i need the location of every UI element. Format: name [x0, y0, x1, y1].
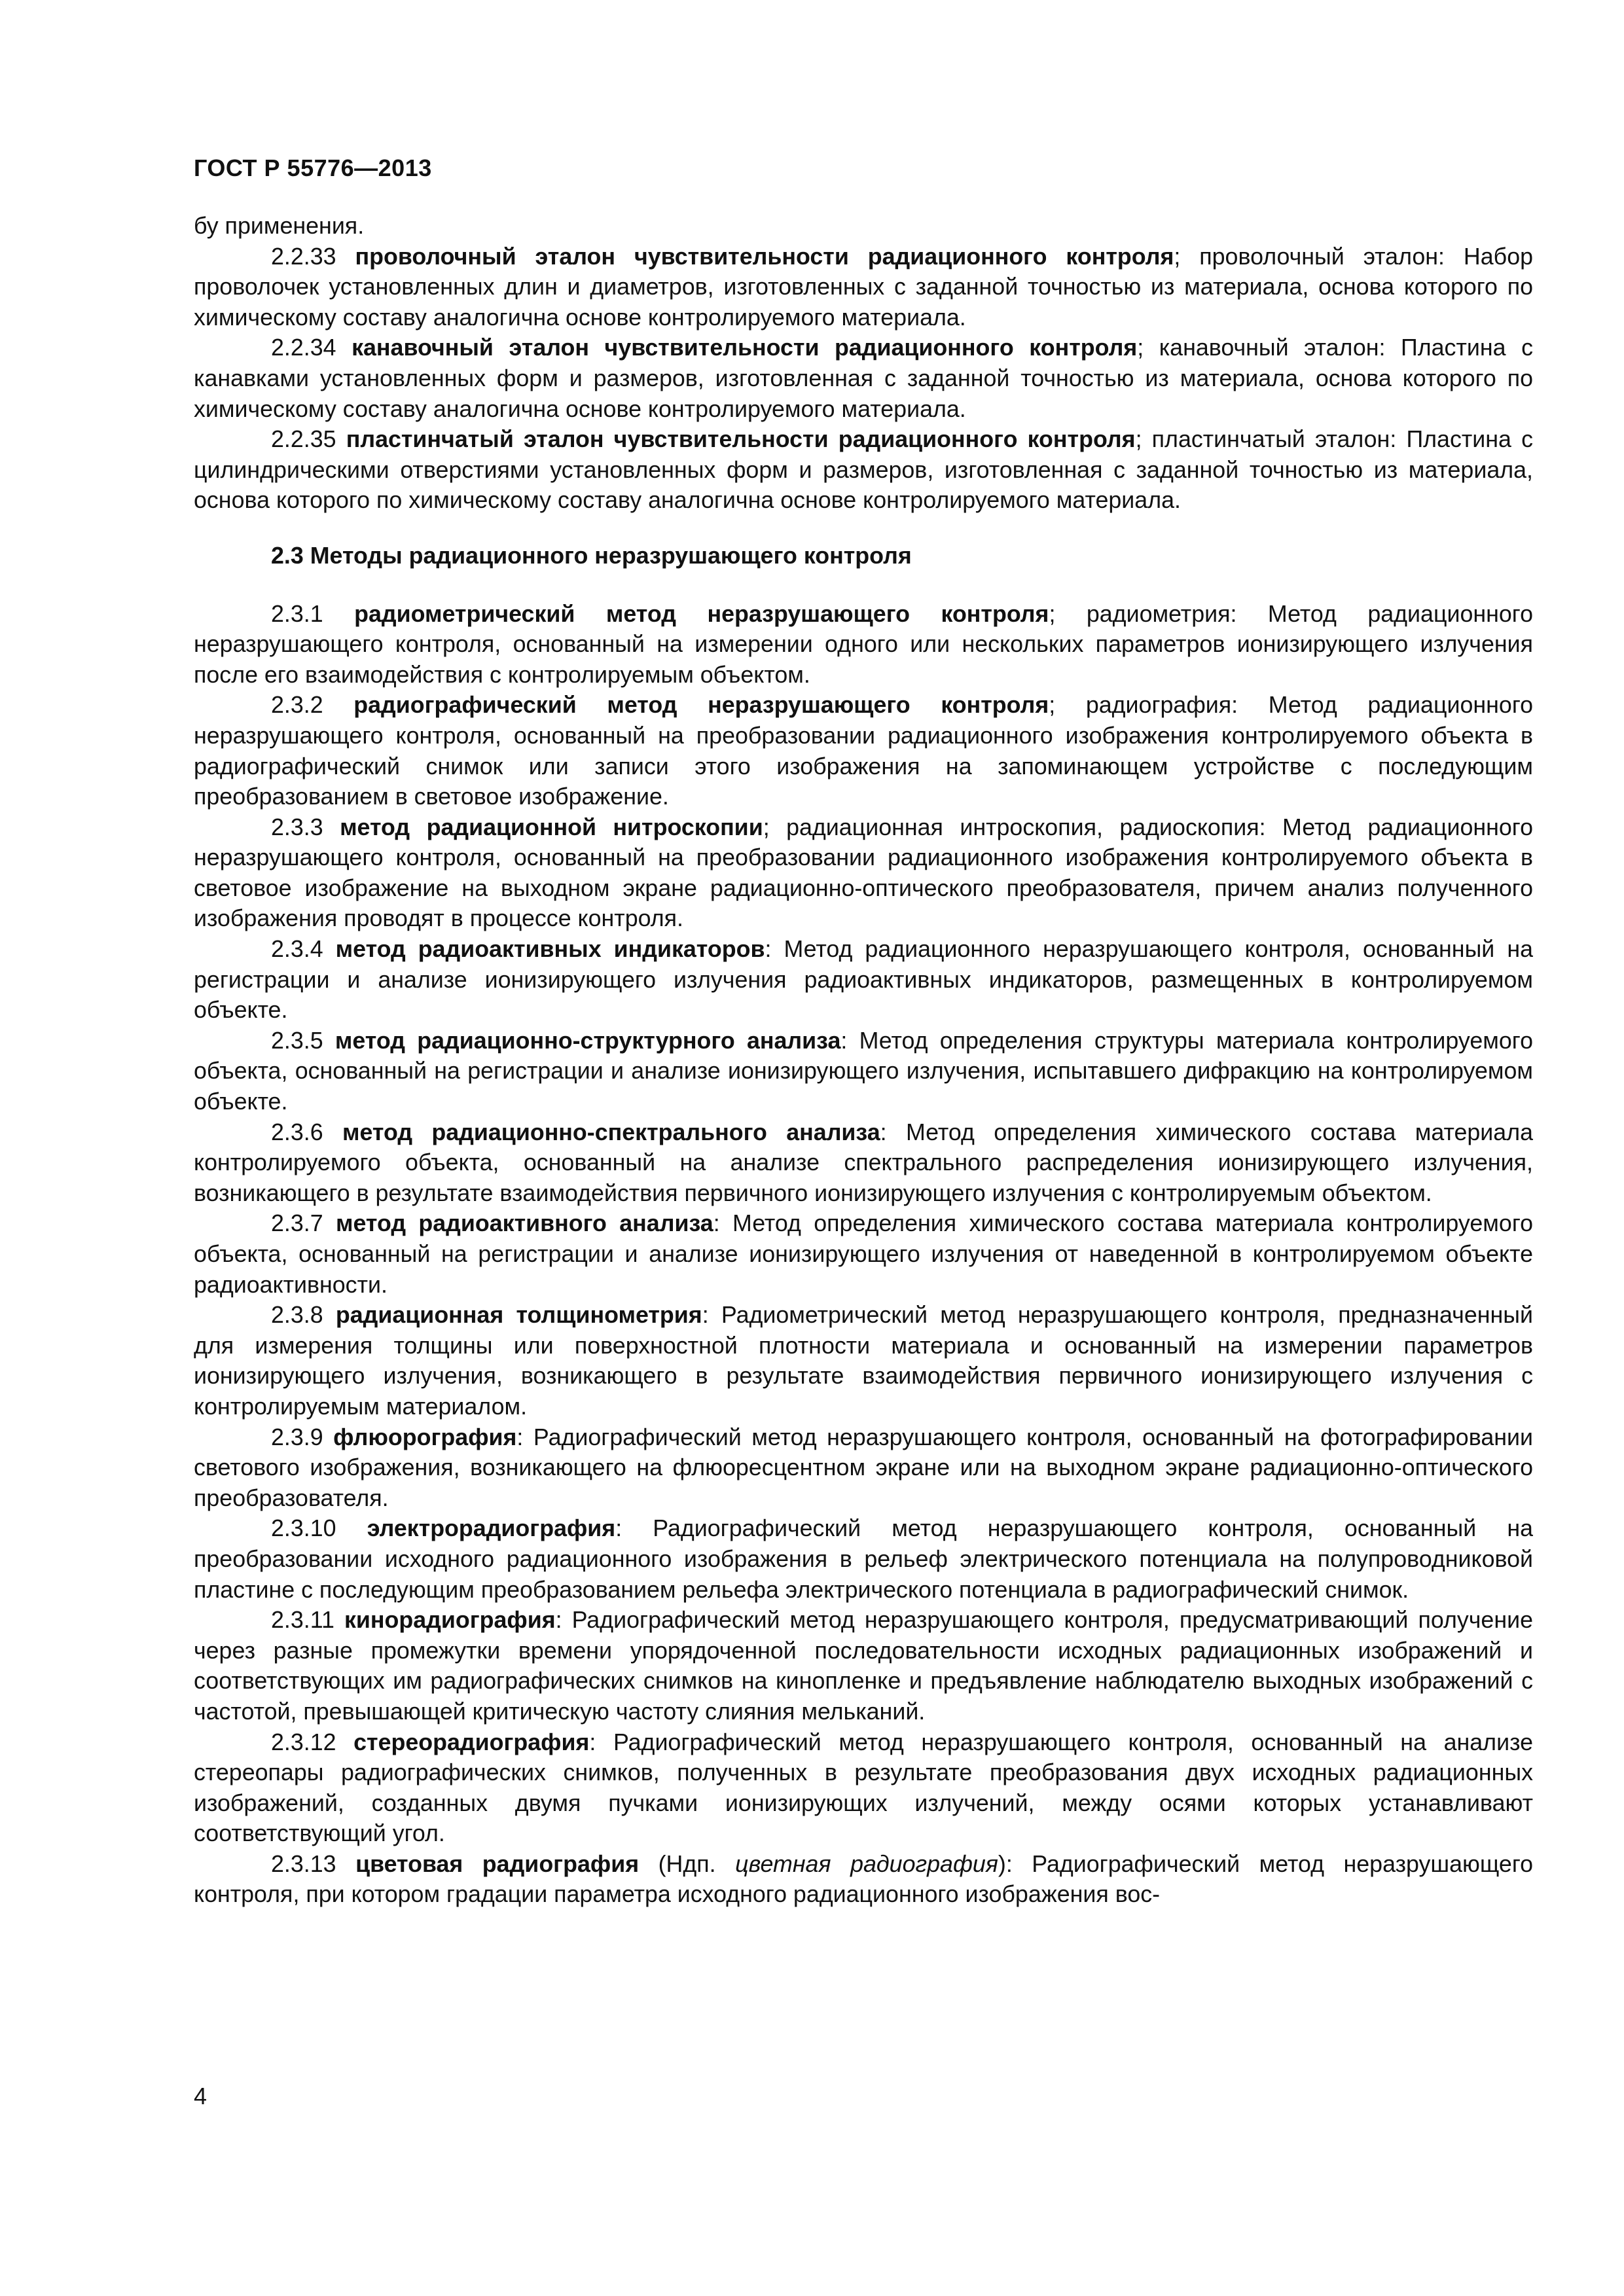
definition-number: 2.3.9 — [271, 1424, 323, 1450]
definition-2-3-4 — [194, 934, 1533, 1026]
definition-text: : Радиографический метод неразрушающего контроля, основанный на анализе стереопары радиографических снимков, полученных в результате преобразования двух исходных радиационных изображений, созданных двумя пучками ионизирующих излучений, между осями которых устанавливают соответствующий угол. — [194, 1729, 1533, 1847]
definitions-2-2 — [194, 242, 1533, 516]
definition-number: 2.3.8 — [271, 1302, 323, 1329]
definition-text: ; радиография: Метод радиационного неразрушающего контроля, основанный на преобразовании радиационного изображения контролируемого объекта в радиографический снимок или записи этого изображения на запоминающем устройстве с последующим преобразованием в световое изображение. — [194, 692, 1533, 810]
definition-number: 2.3.6 — [271, 1119, 323, 1145]
definition-text: : Метод определения структуры материала контролируемого объекта, основанный на регистрации и анализе ионизирующего излучения, испытавшего дифракцию на контролируемом объекте. — [194, 1027, 1533, 1115]
definition-term: метод радиоактивных индикаторов — [335, 936, 765, 963]
definition-term: цветовая радиография — [355, 1850, 640, 1877]
definition-2-3-6 — [194, 1117, 1533, 1209]
definition-term: проволочный эталон чувствительности радиационного контроля — [355, 243, 1174, 270]
definition-text: : Радиометрический метод неразрушающего контроля, предназначенный для измерения толщины или поверхностной плотности материала и основанный на измерении параметров ионизирующего излучения, возникающего в результате взаимодействия первичного ионизирующего излучения с контролируемым материалом. — [194, 1302, 1533, 1420]
definition-text: ; проволочный эталон: Набор проволочек установленных длин и диаметров, изготовленных с заданной точностью из материала, основа которого по химическому составу аналогична основе контролируемого материала. — [194, 243, 1534, 331]
definition-number: 2.3.4 — [271, 936, 323, 963]
definition-term: радиационная толщинометрия — [335, 1302, 702, 1329]
definition-term: метод радиационно-структурного анализа — [334, 1027, 841, 1054]
definition-number: 2.3.11 — [271, 1607, 334, 1634]
deprecated-term: цветная радиография — [735, 1850, 998, 1877]
definition-term: стереорадиография — [353, 1729, 590, 1755]
definition-2-3-7 — [194, 1208, 1533, 1300]
definition-number: 2.2.35 — [271, 426, 336, 453]
definition-term: электрорадиография — [367, 1515, 616, 1542]
section-title: 2.3 Методы радиационного неразрушающего контроля — [271, 542, 912, 569]
definition-number: 2.3.1 — [271, 600, 323, 627]
continuation-text: бу применения. — [194, 213, 365, 239]
page-content — [194, 211, 1533, 1910]
definition-number: 2.3.3 — [271, 814, 323, 840]
definition-2-3-5 — [194, 1026, 1533, 1117]
definition-number: 2.3.10 — [271, 1515, 336, 1542]
definition-2-3-9 — [194, 1422, 1533, 1514]
definition-2-3-13 — [194, 1849, 1533, 1910]
definition-text: ; канавочный эталон: Пластина с канавками установленных форм и размеров, изготовленная с заданной точностью из материала, основа которого по химическому составу аналогична основе контролируемого материала. — [194, 334, 1533, 422]
definition-2-3-11 — [194, 1605, 1533, 1727]
definition-2-3-1 — [194, 599, 1533, 691]
definition-term: кинорадиография — [344, 1607, 556, 1634]
document-header: ГОСТ Р 55776—2013 — [194, 154, 432, 181]
definition-number: 2.3.2 — [271, 692, 323, 719]
definition-text: : Радиографический метод неразрушающего контроля, основанный на преобразовании исходного радиационного изображения в рельеф электрического потенциала на полупроводниковой пластине с последующим преобразованием рельефа электрического потенциала в радиографический снимок. — [194, 1515, 1534, 1603]
definition-text: ; радиометрия: Метод радиационного неразрушающего контроля, основанный на измерении одного или нескольких параметров ионизирующего излучения после его взаимодействия с контролируемым объектом. — [194, 600, 1533, 688]
definition-term: флюорография — [333, 1424, 517, 1450]
page-number: 4 — [194, 2083, 208, 2109]
definition-text: ; радиационная интроскопия, радиоскопия: Метод радиационного неразрушающего контроля, основанный на преобразовании радиационного изображения контролируемого объекта в световое изображение на выходном экране радиационно-оптического преобразователя, причем анализ полученного изображения проводят в процессе контроля. — [194, 814, 1533, 932]
definition-text: : Радиографический метод неразрушающего контроля, предусматривающий получение через разные промежутки времени упорядоченной последовательности исходных радиационных изображений и соответствующих им радиографических снимков на кинопленке и предъявление наблюдателю выходных изображений с частотой, превышающей критическую частоту слияния мельканий. — [194, 1607, 1533, 1725]
definition-text: : Метод определения химического состава материала контролируемого объекта, основанный на анализе спектрального распределения ионизирующего излучения, возникающего в результате взаимодействия первичного ионизирующего излучения с контролируемым объектом. — [194, 1119, 1533, 1206]
definition-text: : Радиографический метод неразрушающего контроля, основанный на фотографировании светового изображения, возникающего на флюоресцентном экране или на выходном экране радиационно-оптического преобразователя. — [194, 1424, 1534, 1511]
definition-text: ; пластинчатый эталон: Пластина с цилиндрическими отверстиями установленных форм и размеров, изготовленная с заданной точностью из материала, основа которого по химическому составу аналогична основе контролируемого материала. — [194, 426, 1533, 514]
deprecated-prefix: (Ндп. — [639, 1850, 736, 1877]
definition-2-3-2 — [194, 690, 1533, 812]
definition-number: 2.3.5 — [271, 1027, 323, 1054]
definition-2-3-10 — [194, 1513, 1533, 1605]
definition-number: 2.2.34 — [271, 334, 336, 361]
definition-term: метод радиационно-спектрального анализа — [342, 1119, 880, 1145]
definition-number: 2.3.7 — [271, 1210, 323, 1237]
definition-term: метод радиоактивного анализа — [335, 1210, 713, 1237]
definition-term: канавочный эталон чувствительности радиационного контроля — [352, 334, 1138, 361]
definition-2-3-3 — [194, 812, 1533, 934]
definition-text: ): Радиографический метод неразрушающего контроля, при котором градации параметра исходного радиационного изображения вос- — [194, 1850, 1533, 1908]
definition-2-3-12 — [194, 1727, 1533, 1849]
definition-term: радиографический метод неразрушающего контроля — [353, 692, 1049, 719]
definitions-2-3 — [194, 599, 1533, 1910]
definition-2-2-35 — [194, 424, 1533, 516]
definition-term: радиометрический метод неразрушающего контроля — [354, 600, 1049, 627]
definition-text: : Метод радиационного неразрушающего контроля, основанный на регистрации и анализе ионизирующего излучения радиоактивных индикаторов, размещенных в контролируемом объекте. — [194, 936, 1533, 1024]
definition-number: 2.3.13 — [271, 1850, 336, 1877]
definition-2-2-33 — [194, 242, 1533, 333]
definition-term: пластинчатый эталон чувствительности радиационного контроля — [346, 426, 1136, 453]
definition-number: 2.3.12 — [271, 1729, 336, 1755]
definition-term: метод радиационной нитроскопии — [340, 814, 763, 840]
definition-number: 2.2.33 — [271, 243, 336, 270]
definition-2-2-34 — [194, 332, 1533, 424]
definition-2-3-8 — [194, 1300, 1533, 1422]
definition-text: : Метод определения химического состава материала контролируемого объекта, основанный на регистрации и анализе ионизирующего излучения от наведенной в контролируемом объекте радиоактивности. — [194, 1210, 1533, 1298]
